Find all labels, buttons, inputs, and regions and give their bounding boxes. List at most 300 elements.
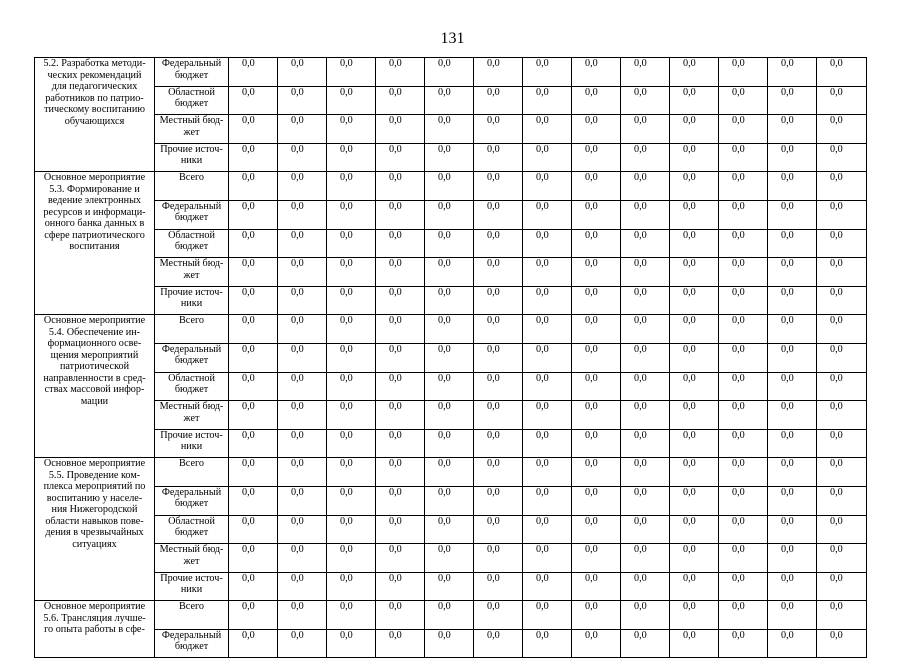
value-cell: 0,0 <box>670 486 719 515</box>
value-cell: 0,0 <box>474 315 523 344</box>
value-cell: 0,0 <box>817 515 867 544</box>
value-cell: 0,0 <box>621 372 670 401</box>
value-cell: 0,0 <box>278 315 327 344</box>
value-cell: 0,0 <box>376 343 425 372</box>
budget-table <box>34 57 867 658</box>
value-cell: 0,0 <box>670 143 719 172</box>
activity-cell <box>35 172 155 315</box>
value-cell: 0,0 <box>474 172 523 201</box>
value-cell: 0,0 <box>425 286 474 315</box>
value-cell: 0,0 <box>670 58 719 87</box>
funding-source-line: Федеральный <box>161 343 222 355</box>
value-cell: 0,0 <box>229 429 278 458</box>
value-cell: 0,0 <box>474 58 523 87</box>
value-cell: 0,0 <box>425 629 474 658</box>
value-cell: 0,0 <box>768 143 817 172</box>
value-cell: 0,0 <box>327 372 376 401</box>
value-cell: 0,0 <box>278 515 327 544</box>
activity-text-line: Основное мероприятие <box>43 172 146 184</box>
value-cell: 0,0 <box>376 458 425 487</box>
table-row <box>35 572 867 601</box>
value-cell: 0,0 <box>474 486 523 515</box>
value-cell: 0,0 <box>474 458 523 487</box>
value-cell: 0,0 <box>768 429 817 458</box>
activity-text-line: го опыта работы в сфе- <box>44 624 145 636</box>
value-cell: 0,0 <box>719 58 768 87</box>
value-cell: 0,0 <box>523 115 572 144</box>
activity-text-line: мации <box>80 395 109 407</box>
funding-source-cell <box>155 429 229 458</box>
value-cell: 0,0 <box>425 401 474 430</box>
activity-text-line: щения мероприятий <box>50 349 139 361</box>
value-cell: 0,0 <box>523 458 572 487</box>
funding-source-line: Местный бюд- <box>159 258 224 270</box>
value-cell: 0,0 <box>817 544 867 573</box>
value-cell: 0,0 <box>376 372 425 401</box>
value-cell: 0,0 <box>621 429 670 458</box>
table-row <box>35 200 867 229</box>
table-row <box>35 343 867 372</box>
value-cell: 0,0 <box>817 58 867 87</box>
value-cell: 0,0 <box>817 286 867 315</box>
activity-text-line: ствах массовой инфор- <box>44 384 145 396</box>
value-cell: 0,0 <box>768 200 817 229</box>
value-cell: 0,0 <box>621 601 670 630</box>
value-cell: 0,0 <box>572 601 621 630</box>
activity-text-line: 5.6. Трансляция лучше- <box>43 612 146 624</box>
value-cell: 0,0 <box>229 601 278 630</box>
funding-source-cell <box>155 58 229 87</box>
value-cell: 0,0 <box>670 200 719 229</box>
value-cell: 0,0 <box>425 86 474 115</box>
value-cell: 0,0 <box>670 343 719 372</box>
funding-source-cell <box>155 515 229 544</box>
value-cell: 0,0 <box>621 86 670 115</box>
value-cell: 0,0 <box>376 629 425 658</box>
funding-source-line: Всего <box>179 458 204 470</box>
value-cell: 0,0 <box>670 86 719 115</box>
funding-source-cell <box>155 315 229 344</box>
value-cell: 0,0 <box>523 544 572 573</box>
funding-source-line: бюджет <box>174 384 209 396</box>
value-cell: 0,0 <box>719 544 768 573</box>
value-cell: 0,0 <box>572 515 621 544</box>
value-cell: 0,0 <box>621 58 670 87</box>
value-cell: 0,0 <box>278 486 327 515</box>
value-cell: 0,0 <box>376 200 425 229</box>
activity-text-line: направленности в сред- <box>43 372 146 384</box>
value-cell: 0,0 <box>768 515 817 544</box>
value-cell: 0,0 <box>376 486 425 515</box>
value-cell: 0,0 <box>719 343 768 372</box>
value-cell: 0,0 <box>327 486 376 515</box>
value-cell: 0,0 <box>523 601 572 630</box>
activity-cell <box>35 58 155 172</box>
value-cell: 0,0 <box>327 258 376 287</box>
value-cell: 0,0 <box>327 172 376 201</box>
activity-text-line: онного банка данных в <box>44 218 145 230</box>
value-cell: 0,0 <box>719 115 768 144</box>
value-cell: 0,0 <box>229 86 278 115</box>
funding-source-cell <box>155 86 229 115</box>
value-cell: 0,0 <box>572 486 621 515</box>
funding-source-cell <box>155 401 229 430</box>
table-row <box>35 458 867 487</box>
value-cell: 0,0 <box>474 372 523 401</box>
activity-text-line: работников по патрио- <box>45 92 144 104</box>
value-cell: 0,0 <box>229 343 278 372</box>
value-cell: 0,0 <box>572 86 621 115</box>
value-cell: 0,0 <box>376 172 425 201</box>
value-cell: 0,0 <box>768 286 817 315</box>
value-cell: 0,0 <box>474 401 523 430</box>
table-row <box>35 229 867 258</box>
value-cell: 0,0 <box>621 486 670 515</box>
value-cell: 0,0 <box>817 143 867 172</box>
value-cell: 0,0 <box>768 601 817 630</box>
funding-source-cell <box>155 258 229 287</box>
value-cell: 0,0 <box>327 429 376 458</box>
value-cell: 0,0 <box>376 401 425 430</box>
value-cell: 0,0 <box>719 601 768 630</box>
value-cell: 0,0 <box>719 629 768 658</box>
value-cell: 0,0 <box>474 229 523 258</box>
value-cell: 0,0 <box>229 172 278 201</box>
table-row <box>35 86 867 115</box>
funding-source-cell <box>155 486 229 515</box>
activity-text-line: воспитания <box>69 241 120 253</box>
value-cell: 0,0 <box>670 315 719 344</box>
funding-source-line: бюджет <box>174 527 209 538</box>
activity-text-line: патриотической <box>59 361 130 373</box>
value-cell: 0,0 <box>376 429 425 458</box>
value-cell: 0,0 <box>425 258 474 287</box>
table-row <box>35 372 867 401</box>
activity-text-line: ресурсов и информаци- <box>43 206 146 218</box>
table-row <box>35 258 867 287</box>
value-cell: 0,0 <box>572 372 621 401</box>
funding-source-line: Местный бюд- <box>159 115 224 127</box>
funding-source-line: Федеральный <box>161 629 222 641</box>
value-cell: 0,0 <box>768 458 817 487</box>
table-row <box>35 115 867 144</box>
funding-source-cell <box>155 200 229 229</box>
value-cell: 0,0 <box>425 200 474 229</box>
activity-text-line: ситуациях <box>72 538 117 550</box>
value-cell: 0,0 <box>719 143 768 172</box>
value-cell: 0,0 <box>670 429 719 458</box>
value-cell: 0,0 <box>523 401 572 430</box>
funding-source-cell <box>155 572 229 601</box>
value-cell: 0,0 <box>278 58 327 87</box>
value-cell: 0,0 <box>621 200 670 229</box>
funding-source-line: Всего <box>179 601 204 613</box>
value-cell: 0,0 <box>474 601 523 630</box>
value-cell: 0,0 <box>229 629 278 658</box>
value-cell: 0,0 <box>229 315 278 344</box>
value-cell: 0,0 <box>572 544 621 573</box>
value-cell: 0,0 <box>474 200 523 229</box>
value-cell: 0,0 <box>474 629 523 658</box>
funding-source-line: бюджет <box>174 212 209 224</box>
funding-source-line: Всего <box>179 172 204 184</box>
value-cell: 0,0 <box>327 629 376 658</box>
value-cell: 0,0 <box>425 601 474 630</box>
funding-source-line: Всего <box>179 315 204 327</box>
value-cell: 0,0 <box>278 343 327 372</box>
page-number: 131 <box>440 30 465 47</box>
value-cell: 0,0 <box>523 258 572 287</box>
value-cell: 0,0 <box>327 115 376 144</box>
activity-cell <box>35 315 155 458</box>
value-cell: 0,0 <box>719 572 768 601</box>
value-cell: 0,0 <box>621 115 670 144</box>
funding-source-line: Прочие источ- <box>160 286 223 298</box>
value-cell: 0,0 <box>670 572 719 601</box>
value-cell: 0,0 <box>719 286 768 315</box>
funding-source-line: бюджет <box>174 69 209 81</box>
value-cell: 0,0 <box>817 601 867 630</box>
table-row <box>35 286 867 315</box>
funding-source-line: бюджет <box>174 98 209 110</box>
activity-text-line: 5.2. Разработка методи- <box>43 58 146 69</box>
value-cell: 0,0 <box>376 601 425 630</box>
value-cell: 0,0 <box>278 601 327 630</box>
value-cell: 0,0 <box>278 401 327 430</box>
value-cell: 0,0 <box>670 372 719 401</box>
activity-text-line: ведение электронных <box>47 195 142 207</box>
value-cell: 0,0 <box>572 258 621 287</box>
value-cell: 0,0 <box>670 258 719 287</box>
value-cell: 0,0 <box>719 86 768 115</box>
value-cell: 0,0 <box>572 429 621 458</box>
value-cell: 0,0 <box>327 544 376 573</box>
funding-source-line: Областной <box>168 515 215 527</box>
table-row <box>35 601 867 630</box>
value-cell: 0,0 <box>327 229 376 258</box>
value-cell: 0,0 <box>474 258 523 287</box>
value-cell: 0,0 <box>376 58 425 87</box>
value-cell: 0,0 <box>817 315 867 344</box>
value-cell: 0,0 <box>229 486 278 515</box>
value-cell: 0,0 <box>376 229 425 258</box>
activity-text-line: воспитанию у населе- <box>46 492 143 504</box>
value-cell: 0,0 <box>278 258 327 287</box>
value-cell: 0,0 <box>572 286 621 315</box>
value-cell: 0,0 <box>621 401 670 430</box>
value-cell: 0,0 <box>523 315 572 344</box>
value-cell: 0,0 <box>229 143 278 172</box>
value-cell: 0,0 <box>474 115 523 144</box>
value-cell: 0,0 <box>670 286 719 315</box>
value-cell: 0,0 <box>278 429 327 458</box>
value-cell: 0,0 <box>376 572 425 601</box>
funding-source-line: Местный бюд- <box>159 544 224 556</box>
value-cell: 0,0 <box>621 315 670 344</box>
table-row <box>35 58 867 87</box>
table-row <box>35 172 867 201</box>
value-cell: 0,0 <box>621 544 670 573</box>
value-cell: 0,0 <box>376 86 425 115</box>
value-cell: 0,0 <box>229 286 278 315</box>
funding-source-line: Областной <box>168 372 215 384</box>
funding-source-cell <box>155 229 229 258</box>
value-cell: 0,0 <box>523 572 572 601</box>
activity-text-line: для педагогических <box>51 81 138 92</box>
table-row <box>35 515 867 544</box>
funding-source-cell <box>155 143 229 172</box>
value-cell: 0,0 <box>817 429 867 458</box>
funding-source-line: Прочие источ- <box>160 429 223 441</box>
value-cell: 0,0 <box>327 601 376 630</box>
value-cell: 0,0 <box>817 172 867 201</box>
value-cell: 0,0 <box>768 86 817 115</box>
value-cell: 0,0 <box>572 58 621 87</box>
value-cell: 0,0 <box>768 572 817 601</box>
value-cell: 0,0 <box>425 572 474 601</box>
funding-source-line: Федеральный <box>161 486 222 498</box>
value-cell: 0,0 <box>670 115 719 144</box>
value-cell: 0,0 <box>670 601 719 630</box>
value-cell: 0,0 <box>768 629 817 658</box>
value-cell: 0,0 <box>621 172 670 201</box>
value-cell: 0,0 <box>229 229 278 258</box>
funding-source-line: ники <box>180 441 203 453</box>
value-cell: 0,0 <box>817 486 867 515</box>
value-cell: 0,0 <box>229 544 278 573</box>
activity-text-line: Основное мероприятие <box>43 315 146 327</box>
value-cell: 0,0 <box>376 315 425 344</box>
funding-source-cell <box>155 458 229 487</box>
value-cell: 0,0 <box>719 229 768 258</box>
value-cell: 0,0 <box>327 401 376 430</box>
value-cell: 0,0 <box>474 86 523 115</box>
funding-source-line: жет <box>183 412 200 424</box>
funding-source-line: Областной <box>168 86 215 98</box>
value-cell: 0,0 <box>621 343 670 372</box>
funding-source-line: Прочие источ- <box>160 572 223 584</box>
funding-source-line: жет <box>183 269 200 281</box>
activity-text-line: Основное мероприятие <box>43 458 146 470</box>
value-cell: 0,0 <box>425 458 474 487</box>
funding-source-cell <box>155 286 229 315</box>
value-cell: 0,0 <box>376 544 425 573</box>
value-cell: 0,0 <box>817 86 867 115</box>
value-cell: 0,0 <box>376 143 425 172</box>
activity-text-line: ческих рекомендаций <box>47 69 142 81</box>
value-cell: 0,0 <box>327 143 376 172</box>
value-cell: 0,0 <box>817 458 867 487</box>
value-cell: 0,0 <box>572 315 621 344</box>
value-cell: 0,0 <box>523 86 572 115</box>
value-cell: 0,0 <box>327 343 376 372</box>
value-cell: 0,0 <box>572 115 621 144</box>
value-cell: 0,0 <box>670 544 719 573</box>
funding-source-line: бюджет <box>174 241 209 253</box>
value-cell: 0,0 <box>425 315 474 344</box>
value-cell: 0,0 <box>572 229 621 258</box>
value-cell: 0,0 <box>670 401 719 430</box>
value-cell: 0,0 <box>817 629 867 658</box>
value-cell: 0,0 <box>768 315 817 344</box>
value-cell: 0,0 <box>621 143 670 172</box>
value-cell: 0,0 <box>768 343 817 372</box>
value-cell: 0,0 <box>474 572 523 601</box>
value-cell: 0,0 <box>278 229 327 258</box>
funding-source-line: жет <box>183 126 200 138</box>
value-cell: 0,0 <box>327 458 376 487</box>
value-cell: 0,0 <box>425 515 474 544</box>
funding-source-line: ники <box>180 584 203 596</box>
value-cell: 0,0 <box>817 258 867 287</box>
value-cell: 0,0 <box>425 372 474 401</box>
funding-source-line: ники <box>180 298 203 310</box>
value-cell: 0,0 <box>523 343 572 372</box>
value-cell: 0,0 <box>719 429 768 458</box>
value-cell: 0,0 <box>523 143 572 172</box>
value-cell: 0,0 <box>425 486 474 515</box>
value-cell: 0,0 <box>572 629 621 658</box>
value-cell: 0,0 <box>572 172 621 201</box>
value-cell: 0,0 <box>229 258 278 287</box>
value-cell: 0,0 <box>621 458 670 487</box>
value-cell: 0,0 <box>278 458 327 487</box>
value-cell: 0,0 <box>474 515 523 544</box>
funding-source-cell <box>155 172 229 201</box>
value-cell: 0,0 <box>768 229 817 258</box>
value-cell: 0,0 <box>621 258 670 287</box>
value-cell: 0,0 <box>817 343 867 372</box>
value-cell: 0,0 <box>572 572 621 601</box>
value-cell: 0,0 <box>768 58 817 87</box>
value-cell: 0,0 <box>327 515 376 544</box>
value-cell: 0,0 <box>278 629 327 658</box>
value-cell: 0,0 <box>278 572 327 601</box>
funding-source-cell <box>155 343 229 372</box>
value-cell: 0,0 <box>719 372 768 401</box>
value-cell: 0,0 <box>768 372 817 401</box>
value-cell: 0,0 <box>474 143 523 172</box>
value-cell: 0,0 <box>719 172 768 201</box>
value-cell: 0,0 <box>474 544 523 573</box>
value-cell: 0,0 <box>327 200 376 229</box>
value-cell: 0,0 <box>817 229 867 258</box>
value-cell: 0,0 <box>670 515 719 544</box>
value-cell: 0,0 <box>768 486 817 515</box>
value-cell: 0,0 <box>621 286 670 315</box>
value-cell: 0,0 <box>376 286 425 315</box>
value-cell: 0,0 <box>425 343 474 372</box>
value-cell: 0,0 <box>621 572 670 601</box>
value-cell: 0,0 <box>278 115 327 144</box>
table-row <box>35 429 867 458</box>
funding-source-line: Федеральный <box>161 200 222 212</box>
value-cell: 0,0 <box>817 115 867 144</box>
value-cell: 0,0 <box>229 115 278 144</box>
value-cell: 0,0 <box>229 458 278 487</box>
value-cell: 0,0 <box>425 544 474 573</box>
activity-text-line: 5.3. Формирование и <box>49 183 140 195</box>
activity-text-line: 5.4. Обеспечение ин- <box>48 326 141 338</box>
value-cell: 0,0 <box>768 172 817 201</box>
table-body <box>35 58 867 658</box>
funding-source-line: Федеральный <box>161 58 222 69</box>
value-cell: 0,0 <box>523 372 572 401</box>
activity-cell <box>35 458 155 601</box>
value-cell: 0,0 <box>327 286 376 315</box>
activity-text-line: плекса мероприятий по <box>43 481 146 493</box>
value-cell: 0,0 <box>719 458 768 487</box>
